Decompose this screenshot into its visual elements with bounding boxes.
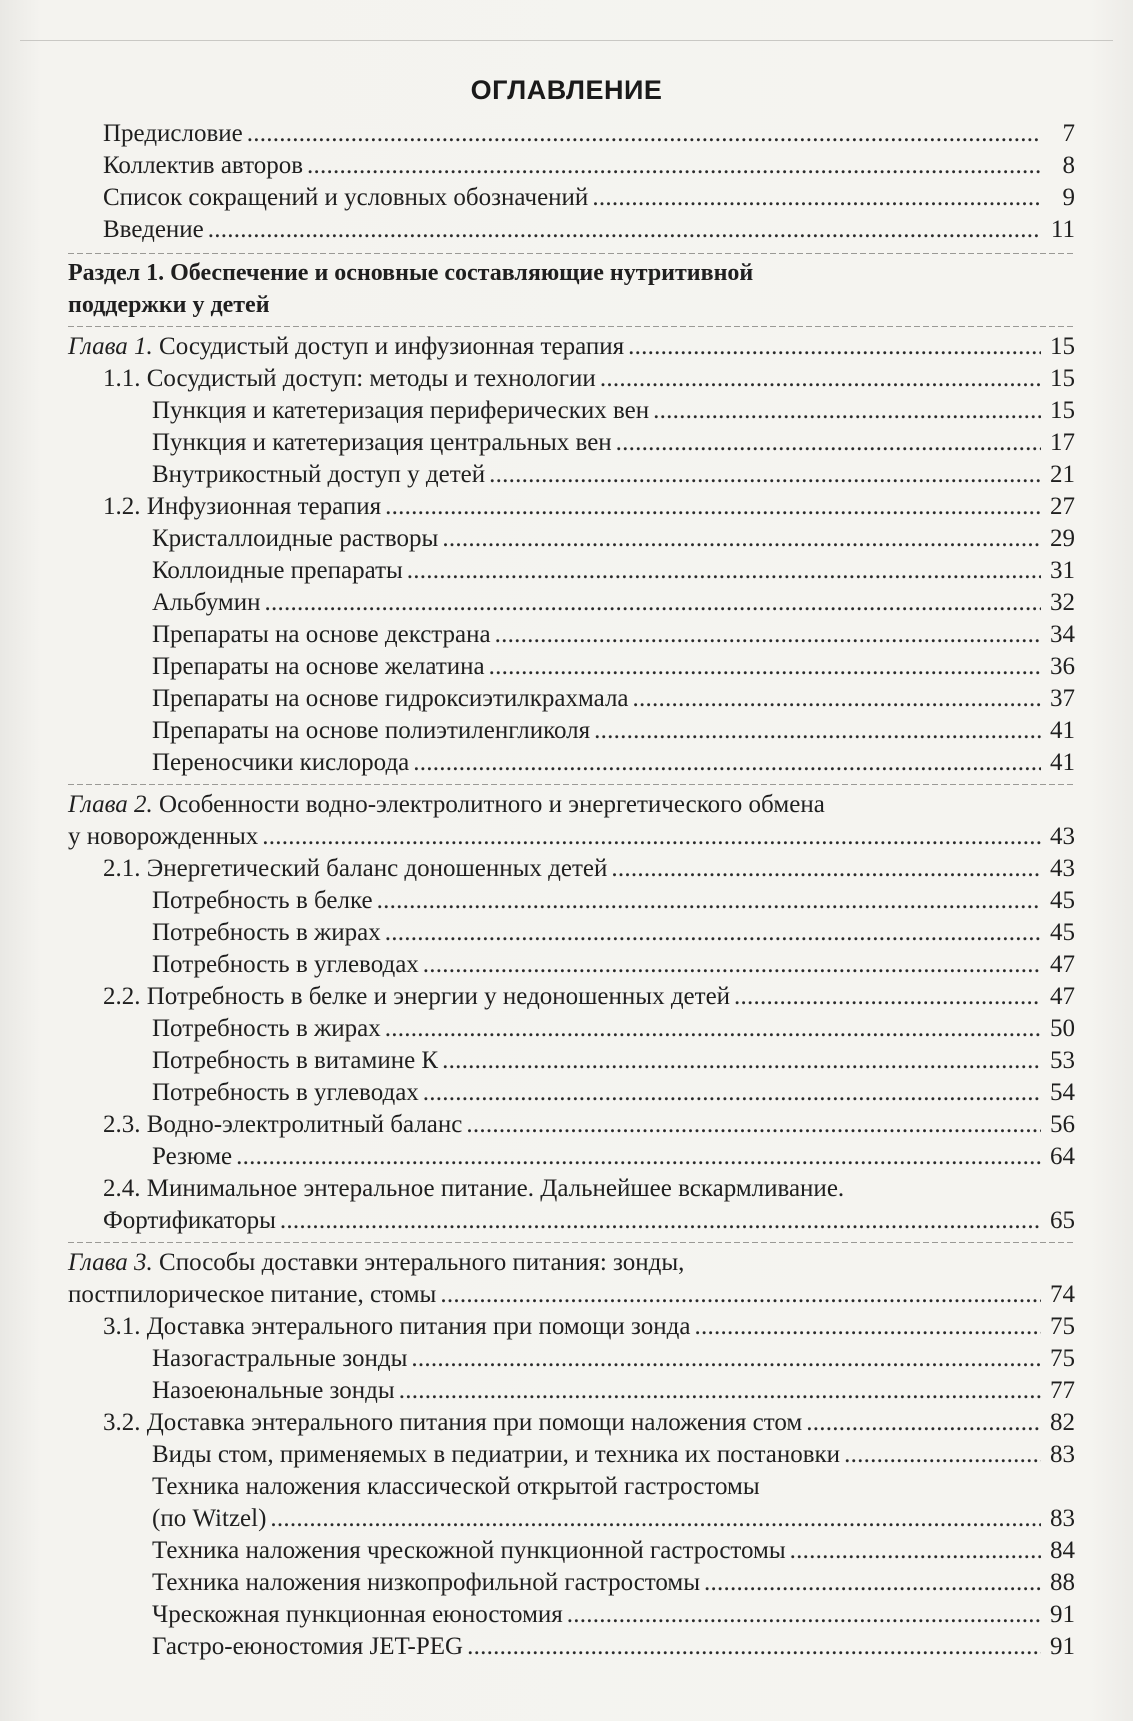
toc-entry-page: 45 [1050, 887, 1075, 914]
toc-entry-page: 45 [1050, 919, 1075, 946]
leader-dots [467, 1631, 1041, 1663]
toc-entry[interactable] [152, 1343, 1075, 1375]
toc-entry[interactable] [152, 1375, 1075, 1407]
toc-entry-label: Предисловие [103, 120, 243, 147]
toc-entry-page: 15 [1050, 365, 1075, 392]
toc-entry-label: Потребность в жирах [152, 1015, 381, 1042]
leader-dots [489, 459, 1041, 491]
toc-entry-page: 50 [1050, 1015, 1075, 1042]
toc-entry-page: 64 [1050, 1143, 1075, 1170]
toc-entry-label: Потребность в белке [152, 887, 373, 914]
leader-dots [385, 491, 1041, 523]
toc-entry-label: 2.3. Водно-электролитный баланс [103, 1111, 463, 1138]
leader-dots [694, 1311, 1041, 1343]
toc-entry-page: 7 [1062, 120, 1075, 147]
toc-entry-page: 17 [1050, 429, 1075, 456]
toc-entry-page: 82 [1050, 1409, 1075, 1436]
chapter-prefix: Глава 3. [68, 1249, 153, 1276]
toc-entry[interactable] [152, 651, 1075, 683]
toc-chapter[interactable] [68, 789, 1075, 821]
toc-chapter-label [68, 331, 624, 363]
toc-entry-page: 41 [1050, 717, 1075, 744]
toc-entry[interactable] [152, 1535, 1075, 1567]
toc-entry[interactable] [152, 1567, 1075, 1599]
leader-dots [440, 1279, 1041, 1311]
toc-entry[interactable] [152, 619, 1075, 651]
section-divider [68, 784, 1075, 785]
toc-entry-page: 47 [1050, 983, 1075, 1010]
toc-entry[interactable] [152, 523, 1075, 555]
toc-chapter[interactable] [68, 1247, 1075, 1279]
toc-entry[interactable] [103, 1407, 1075, 1439]
toc-entry[interactable] [103, 1311, 1075, 1343]
toc-entry[interactable] [152, 1631, 1075, 1663]
chapter-title: Сосудистый доступ и инфузионная терапия [152, 333, 625, 360]
toc-entry-label: Список сокращений и условных обозначений [103, 184, 589, 211]
leader-dots [790, 1535, 1041, 1567]
toc-entry-label: Виды стом, применяемых в педиатрии, и техника их постановки [152, 1441, 841, 1468]
toc-entry-page: 53 [1050, 1047, 1075, 1074]
leader-dots [611, 853, 1041, 885]
toc-entry-label: Кристаллоидные растворы [152, 525, 439, 552]
toc-entry-page: 75 [1050, 1345, 1075, 1372]
toc-entry[interactable] [103, 214, 1075, 246]
section-heading[interactable]: Раздел 1. Обеспечение и основные составляющие нутритивной [68, 260, 754, 286]
toc-entry-page: 11 [1050, 216, 1075, 243]
toc-entry-label: у новорожденных [68, 823, 259, 850]
toc-entry[interactable] [152, 949, 1075, 981]
toc-entry-page: 88 [1050, 1569, 1075, 1596]
toc-entry-page: 27 [1050, 493, 1075, 520]
toc-entry-page: 65 [1050, 1207, 1075, 1234]
chapter-prefix: Глава 2. [68, 791, 153, 818]
toc-entry-label: Переносчики кислорода [152, 749, 410, 776]
toc-entry[interactable] [103, 150, 1075, 182]
toc-entry-label: Потребность в углеводах [152, 951, 419, 978]
toc-entry-page: 9 [1062, 184, 1075, 211]
toc-entry-page: 83 [1050, 1505, 1075, 1532]
toc-entry-label: Потребность в углеводах [152, 1079, 419, 1106]
leader-dots [442, 523, 1041, 555]
page-title: ОГЛАВЛЕНИЕ [470, 75, 663, 105]
toc-entry-continued[interactable] [103, 1205, 1075, 1237]
toc-entry[interactable] [152, 1471, 1075, 1503]
toc-entry[interactable] [152, 587, 1075, 619]
toc-entry-page: 91 [1050, 1601, 1075, 1628]
toc-entry-label: 2.2. Потребность в белке и энергии у недоношенных детей [103, 983, 731, 1010]
leader-dots [280, 1205, 1041, 1237]
toc-entry-label: Внутрикостный доступ у детей [152, 461, 486, 488]
toc-entry-continued[interactable] [152, 1503, 1075, 1535]
toc-entry-label: Пункция и катетеризация периферических вен [152, 397, 650, 424]
toc-entry[interactable] [152, 917, 1075, 949]
toc-entry[interactable] [152, 427, 1075, 459]
toc-entry-page: 54 [1050, 1079, 1075, 1106]
toc-entry-label: (по Witzel) [152, 1505, 267, 1532]
toc-entry-page: 21 [1050, 461, 1075, 488]
toc-entry[interactable] [152, 747, 1075, 779]
toc-entry[interactable] [152, 683, 1075, 715]
leader-dots [399, 1375, 1041, 1407]
toc-entry-label: Коллектив авторов [103, 152, 303, 179]
leader-dots [385, 917, 1041, 949]
toc-entry-page: 47 [1050, 951, 1075, 978]
leader-dots [413, 747, 1041, 779]
toc-entry-label: 1.1. Сосудистый доступ: методы и технологии [103, 365, 596, 392]
leader-dots [616, 427, 1041, 459]
leader-dots [704, 1567, 1041, 1599]
toc-entry[interactable] [152, 1013, 1075, 1045]
toc-entry[interactable] [152, 885, 1075, 917]
toc-entry-page: 34 [1050, 621, 1075, 648]
toc-entry-page: 36 [1050, 653, 1075, 680]
toc-entry[interactable] [152, 1439, 1075, 1471]
leader-dots [264, 587, 1041, 619]
leader-dots [806, 1407, 1041, 1439]
leader-dots [466, 1109, 1041, 1141]
toc-chapter[interactable] [68, 331, 1075, 363]
leader-dots [270, 1503, 1041, 1535]
toc-entry-label: 3.1. Доставка энтерального питания при помощи зонда [103, 1313, 691, 1340]
leader-dots [495, 619, 1041, 651]
toc-entry-page: 15 [1050, 333, 1075, 360]
toc-entry[interactable] [152, 715, 1075, 747]
leader-dots [236, 1141, 1041, 1173]
toc-entry-label: 2.4. Минимальное энтеральное питание. Дальнейшее вскармливание. [103, 1175, 845, 1202]
leader-dots [307, 150, 1041, 182]
toc-entry-page: 56 [1050, 1111, 1075, 1138]
toc-entry-page: 41 [1050, 749, 1075, 776]
toc-entry[interactable] [103, 182, 1075, 214]
toc-entry-label: Препараты на основе полиэтиленгликоля [152, 717, 591, 744]
toc-entry[interactable] [103, 118, 1075, 150]
toc-entry-label: Препараты на основе гидроксиэтилкрахмала [152, 685, 629, 712]
toc-entry-label: Техника наложения классической открытой гастростомы [152, 1473, 760, 1500]
section-heading-continued[interactable]: поддержки у детей [68, 292, 270, 318]
leader-dots [377, 885, 1041, 917]
leader-dots [633, 683, 1041, 715]
leader-dots [208, 214, 1041, 246]
toc-entry[interactable] [152, 1077, 1075, 1109]
leader-dots [262, 821, 1041, 853]
toc-entry-label: Коллоидные препараты [152, 557, 403, 584]
toc-entry-page: 15 [1050, 397, 1075, 424]
toc-entry[interactable] [103, 853, 1075, 885]
toc-entry-page: 77 [1050, 1377, 1075, 1404]
toc-entry-label: Препараты на основе желатина [152, 653, 485, 680]
section-divider [68, 253, 1075, 254]
leader-dots [594, 715, 1041, 747]
toc-entry-label: Потребность в витамине К [152, 1047, 439, 1074]
toc-entry-page: 43 [1050, 823, 1075, 850]
section-divider [68, 1242, 1075, 1243]
leader-dots [411, 1343, 1041, 1375]
leader-dots [407, 555, 1041, 587]
toc-entry-label: 2.1. Энергетический баланс доношенных детей [103, 855, 608, 882]
toc-chapter-continued[interactable] [68, 1279, 1075, 1311]
toc-entry-page: 37 [1050, 685, 1075, 712]
toc-entry[interactable] [152, 1599, 1075, 1631]
toc-entry-label: Фортификаторы [103, 1207, 276, 1234]
toc-entry-page: 74 [1050, 1281, 1075, 1308]
toc-entry-page: 32 [1050, 589, 1075, 616]
leader-dots [734, 981, 1041, 1013]
toc-entry-label: 1.2. Инфузионная терапия [103, 493, 382, 520]
toc-entry-page: 8 [1062, 152, 1075, 179]
section-divider [68, 326, 1075, 327]
toc-entry[interactable] [152, 459, 1075, 491]
leader-dots [385, 1013, 1041, 1045]
toc-entry[interactable] [152, 1045, 1075, 1077]
leader-dots [442, 1045, 1041, 1077]
toc-entry-label: 3.2. Доставка энтерального питания при помощи наложения стом [103, 1409, 803, 1436]
toc-entry[interactable] [103, 1173, 1075, 1205]
toc-entry-label: Препараты на основе декстрана [152, 621, 491, 648]
toc-entry[interactable] [103, 981, 1075, 1013]
toc-entry-label: Пункция и катетеризация центральных вен [152, 429, 612, 456]
toc-entry-page: 83 [1050, 1441, 1075, 1468]
leader-dots [567, 1599, 1041, 1631]
toc-entry-label: Резюме [152, 1143, 233, 1170]
toc-entry[interactable] [152, 1141, 1075, 1173]
toc-entry[interactable] [152, 555, 1075, 587]
toc-entry-label: Назогастральные зонды [152, 1345, 408, 1372]
toc-entry[interactable] [103, 491, 1075, 523]
toc-entry-page: 31 [1050, 557, 1075, 584]
toc-entry-page: 91 [1050, 1633, 1075, 1660]
leader-dots [600, 363, 1041, 395]
chapter-title: Особенности водно-электролитного и энергетического обмена [152, 791, 825, 818]
chapter-title: Способы доставки энтерального питания: зонды, [152, 1249, 685, 1276]
leader-dots [423, 949, 1041, 981]
leader-dots [653, 395, 1041, 427]
toc-entry-page: 29 [1050, 525, 1075, 552]
leader-dots [844, 1439, 1041, 1471]
leader-dots [423, 1077, 1041, 1109]
chapter-prefix: Глава 1. [68, 333, 153, 360]
toc-entry-label: Техника наложения низкопрофильной гастростомы [152, 1569, 701, 1596]
leader-dots [247, 118, 1041, 150]
toc-chapter-continued[interactable] [68, 821, 1075, 853]
leader-dots [628, 331, 1041, 363]
toc-entry[interactable] [103, 363, 1075, 395]
toc-entry[interactable] [152, 395, 1075, 427]
toc-entry-page: 84 [1050, 1537, 1075, 1564]
header-rule [20, 40, 1113, 41]
toc-entry-label: Гастро-еюностомия JET-PEG [152, 1633, 464, 1660]
leader-dots [489, 651, 1041, 683]
toc-entry-label: Назоеюнальные зонды [152, 1377, 395, 1404]
toc-entry-page: 75 [1050, 1313, 1075, 1340]
toc-entry-label: Потребность в жирах [152, 919, 381, 946]
toc-entry[interactable] [103, 1109, 1075, 1141]
leader-dots [592, 182, 1041, 214]
toc-entry-label: Введение [103, 216, 204, 243]
toc-entry-page: 43 [1050, 855, 1075, 882]
toc-entry-label: постпилорическое питание, стомы [68, 1281, 437, 1308]
toc-entry-label: Альбумин [152, 589, 261, 616]
toc-entry-label: Техника наложения чрескожной пункционной гастростомы [152, 1537, 786, 1564]
toc-entry-label: Чрескожная пункционная еюностомия [152, 1601, 563, 1628]
